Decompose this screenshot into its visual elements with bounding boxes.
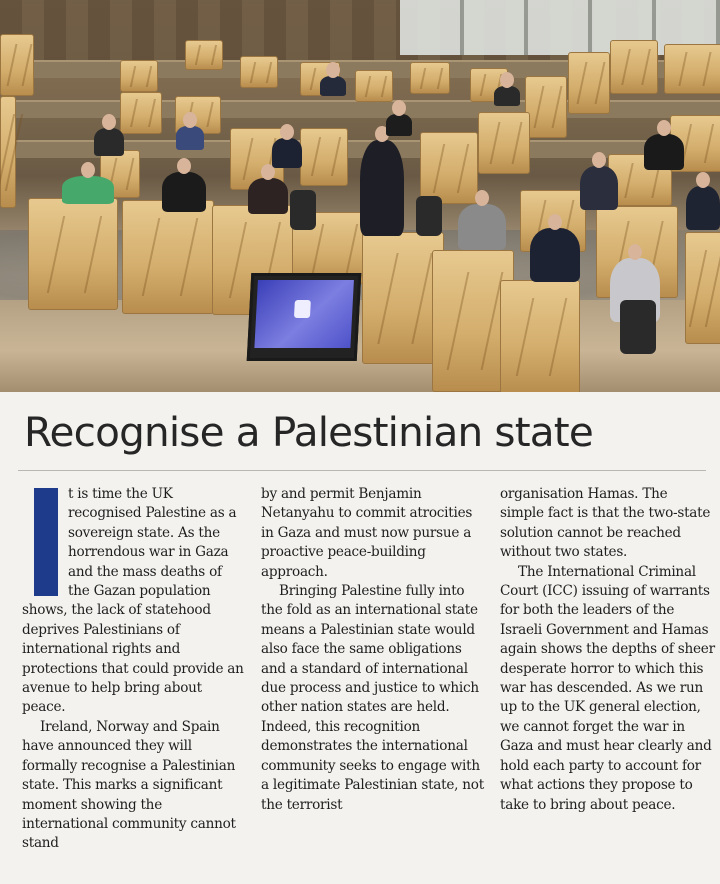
desk xyxy=(525,76,567,138)
article-column-3 xyxy=(500,485,715,815)
desk xyxy=(664,44,720,94)
article-paragraph: Bringing Palestine fully into the fold as an international state means a Palestinian state would also face the same obligations and a standard of international due process and justice to which other nation states are held. Indeed, this recognition demonstrates the international community seeks to engage with a legitimate Palestinian state, not the terrorist xyxy=(261,583,484,813)
headline-divider xyxy=(18,470,706,471)
article-headline: Recognise a Palestinian state xyxy=(24,408,593,456)
member-seated xyxy=(386,114,412,136)
article-paragraph: organisation Hamas. The simple fact is that the two-state solution cannot be reached without two states. xyxy=(500,486,711,561)
monitor-display xyxy=(254,280,354,348)
parliament-photo xyxy=(0,0,720,392)
member-seated xyxy=(494,86,520,106)
desk xyxy=(610,40,658,94)
article-column-1 xyxy=(22,485,247,854)
member-seated xyxy=(686,186,720,230)
desk xyxy=(120,92,162,134)
article-paragraph: The International Criminal Court (ICC) issuing of warrants for both the leaders of the Israeli Government and Hamas again shows the depths of sheer desperate horror to which this war has descended. As we run up to the UK general election, we cannot forget the war in Gaza and must hear clearly and hold each party to account for what actions they propose to take to bring about peace. xyxy=(500,563,715,813)
desk xyxy=(410,62,450,94)
desk xyxy=(120,60,158,92)
desk xyxy=(355,70,393,102)
member-seated xyxy=(580,166,618,210)
member-seated xyxy=(94,128,124,156)
member-seated xyxy=(320,76,346,96)
chair xyxy=(416,196,442,236)
parliament-monitor xyxy=(247,273,362,361)
speaking-member xyxy=(360,140,404,236)
desk xyxy=(478,112,530,174)
member-seated xyxy=(272,138,302,168)
desk xyxy=(300,128,348,186)
desk xyxy=(500,280,580,392)
dropcap-block xyxy=(34,488,58,596)
member-seated xyxy=(176,126,204,150)
desk xyxy=(568,52,610,114)
member-seated xyxy=(458,204,506,250)
desk xyxy=(685,232,720,344)
desk xyxy=(0,34,34,96)
desk xyxy=(0,96,16,208)
member-seated xyxy=(162,172,206,212)
article-paragraph: t is time the UK recognised Palestine as a sovereign state. As the horrendous war in Gaza and the mass deaths of the Gazan population shows, the lack of statehood deprives Palestinians of international rights and protections that could provide an avenue to help bring about peace. xyxy=(22,486,244,716)
member-green-top xyxy=(62,176,114,204)
member-seated xyxy=(248,178,288,214)
desk xyxy=(185,40,223,70)
member-seated xyxy=(644,134,684,170)
article-column-2 xyxy=(261,485,485,815)
article-paragraph: by and permit Benjamin Netanyahu to commit atrocities in Gaza and must now pursue a proactive peace-building approach. xyxy=(261,486,473,580)
member-seated xyxy=(530,228,580,282)
article-paragraph: Ireland, Norway and Spain have announced they will formally recognise a Palestinian state. This marks a significant moment showing the international community cannot stand xyxy=(22,718,236,852)
desk xyxy=(28,198,118,310)
parliament-emblem-icon xyxy=(294,300,311,318)
chair xyxy=(290,190,316,230)
desk xyxy=(122,200,214,314)
desk xyxy=(240,56,278,88)
desk xyxy=(420,132,478,204)
chair xyxy=(620,300,656,354)
